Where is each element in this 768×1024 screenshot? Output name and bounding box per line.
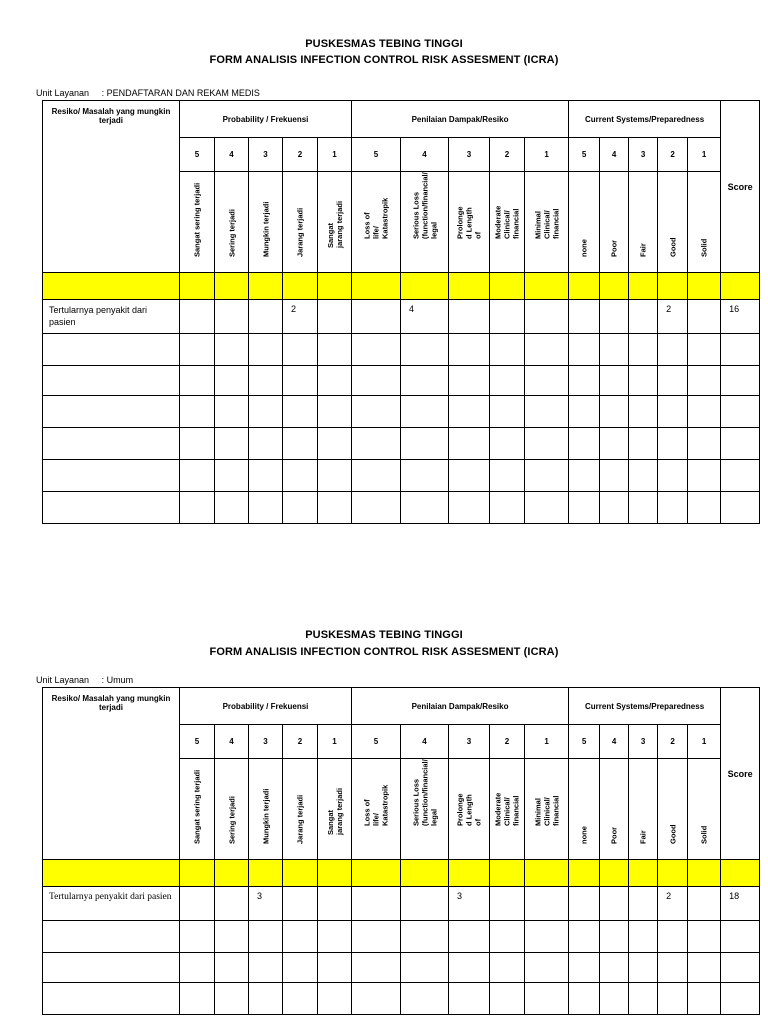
impact-num: 4 — [401, 725, 449, 759]
prep-num: 1 — [688, 138, 721, 172]
table-row — [43, 492, 760, 524]
prep-label: Fair — [638, 830, 648, 844]
impact-label-cell — [449, 172, 490, 273]
prep-label: Fair — [638, 243, 648, 257]
impact-num: 2 — [490, 725, 525, 759]
prep-num: 1 — [688, 725, 721, 759]
prob-label-cell — [318, 172, 352, 273]
unit-value: : PENDAFTARAN DAN REKAM MEDIS — [101, 88, 260, 98]
unit-value: : Umum — [101, 675, 134, 685]
table-row — [43, 887, 760, 921]
prob-num: 2 — [283, 725, 318, 759]
prob-label-cell — [215, 172, 249, 273]
prep-label: Poor — [609, 826, 619, 844]
impact-label-cell — [525, 759, 569, 860]
probability-header: Probability / Frekuensi — [180, 688, 352, 725]
prep-label-cell — [658, 759, 688, 860]
unit-label: Unit Layanan — [36, 675, 90, 685]
prob-value: 3 — [249, 887, 283, 921]
risk-cell: Tertularnya penyakit dari pasien — [43, 300, 180, 334]
prep-label-cell — [629, 172, 658, 273]
risk-column-header: Resiko/ Masalah yang mungkin terjadi — [43, 101, 180, 273]
prep-num: 5 — [569, 725, 600, 759]
prob-label: Mungkin terjadi — [261, 788, 270, 844]
impact-label-cell — [525, 172, 569, 273]
prep-label: Good — [668, 237, 678, 257]
probability-header: Probability / Frekuensi — [180, 101, 352, 138]
unit-label: Unit Layanan — [36, 88, 90, 98]
impact-label: Minimal Clinical/ financial — [533, 208, 561, 239]
impact-label-cell — [490, 172, 525, 273]
table-row — [43, 396, 760, 428]
impact-header: Penilaian Dampak/Resiko — [352, 688, 569, 725]
prep-num: 2 — [658, 138, 688, 172]
impact-value: 4 — [401, 300, 449, 334]
prob-num: 3 — [249, 725, 283, 759]
prep-label: Solid — [699, 825, 709, 844]
score-value: 18 — [721, 887, 760, 921]
impact-label: Prolonge d Length of — [455, 793, 483, 826]
prep-label-cell — [658, 172, 688, 273]
form-title: FORM ANALISIS INFECTION CONTROL RISK ASSESMENT (ICRA) — [209, 54, 559, 66]
impact-label-cell — [401, 172, 449, 273]
prob-label-cell — [249, 172, 283, 273]
prob-label: Sangat jarang terjadi — [325, 787, 344, 835]
prep-label: none — [579, 826, 589, 844]
risk-column-header: Resiko/ Masalah yang mungkin terjadi — [43, 688, 180, 860]
impact-label: Moderate Clinical/ financial — [493, 792, 521, 826]
impact-num: 1 — [525, 725, 569, 759]
impact-label: Serious Loss (function/financial/ legal — [411, 759, 439, 826]
prob-num: 2 — [283, 138, 318, 172]
prep-label: Poor — [609, 239, 619, 257]
prep-label: Solid — [699, 238, 709, 257]
impact-num: 2 — [490, 138, 525, 172]
prob-label: Mungkin terjadi — [261, 201, 270, 257]
prep-value: 2 — [658, 887, 688, 921]
score-header: Score — [721, 688, 760, 860]
prob-label: Sangat jarang terjadi — [325, 200, 344, 248]
impact-num: 5 — [352, 138, 401, 172]
prep-label: none — [579, 239, 589, 257]
table-row — [43, 366, 760, 396]
icra-table — [42, 100, 760, 524]
prob-value: 2 — [283, 300, 318, 334]
table-row — [43, 983, 760, 1015]
prob-label-cell — [283, 759, 318, 860]
table-row — [43, 921, 760, 953]
impact-label: Loss of life/ Katastropik — [362, 197, 390, 239]
prep-label-cell — [569, 172, 600, 273]
preparedness-header: Current Systems/Preparedness — [569, 101, 721, 138]
prob-num: 1 — [318, 725, 352, 759]
prob-num: 4 — [215, 725, 249, 759]
prep-label: Good — [668, 824, 678, 844]
impact-header: Penilaian Dampak/Resiko — [352, 101, 569, 138]
org-title: PUSKESMAS TEBING TINGGI — [305, 629, 463, 641]
prob-label-cell — [215, 759, 249, 860]
impact-label: Moderate Clinical/ financial — [493, 205, 521, 239]
impact-label: Loss of life/ Katastropik — [362, 784, 390, 826]
prob-label: Jarang terjadi — [295, 207, 305, 257]
risk-cell: Tertularnya penyakit dari pasien — [43, 887, 180, 921]
impact-num: 3 — [449, 725, 490, 759]
prob-label-cell — [249, 759, 283, 860]
prob-num: 4 — [215, 138, 249, 172]
prob-label-cell — [283, 172, 318, 273]
highlight-row — [43, 860, 760, 887]
prep-label-cell — [688, 172, 721, 273]
highlight-row — [43, 273, 760, 300]
table-row — [43, 460, 760, 492]
prob-num: 1 — [318, 138, 352, 172]
impact-num: 3 — [449, 138, 490, 172]
table-row — [43, 334, 760, 366]
prep-num: 3 — [629, 725, 658, 759]
form-title: FORM ANALISIS INFECTION CONTROL RISK ASSESMENT (ICRA) — [209, 646, 559, 658]
preparedness-header: Current Systems/Preparedness — [569, 688, 721, 725]
prob-label: Jarang terjadi — [295, 794, 305, 844]
prep-num: 4 — [600, 138, 629, 172]
prep-num: 5 — [569, 138, 600, 172]
prep-label-cell — [688, 759, 721, 860]
prob-label-cell — [180, 172, 215, 273]
impact-label-cell — [352, 172, 401, 273]
prob-label-cell — [180, 759, 215, 860]
prob-num: 5 — [180, 138, 215, 172]
prob-num: 3 — [249, 138, 283, 172]
impact-num: 1 — [525, 138, 569, 172]
prep-num: 2 — [658, 725, 688, 759]
impact-label: Minimal Clinical/ financial — [533, 795, 561, 826]
prep-num: 3 — [629, 138, 658, 172]
prob-label-cell — [318, 759, 352, 860]
impact-num: 4 — [401, 138, 449, 172]
impact-label: Prolonge d Length of — [455, 206, 483, 239]
prob-num: 5 — [180, 725, 215, 759]
impact-value: 3 — [449, 887, 490, 921]
prob-label: Sering terjadi — [227, 209, 236, 257]
impact-label-cell — [352, 759, 401, 860]
impact-label-cell — [401, 759, 449, 860]
impact-num: 5 — [352, 725, 401, 759]
prob-label: Sangat sering terjadi — [192, 182, 202, 257]
prep-label-cell — [600, 759, 629, 860]
org-title: PUSKESMAS TEBING TINGGI — [305, 38, 463, 50]
prob-label: Sering terjadi — [227, 796, 236, 844]
prep-value: 2 — [658, 300, 688, 334]
unit-layanan — [36, 88, 260, 98]
table-row — [43, 953, 760, 983]
score-header: Score — [721, 101, 760, 273]
unit-layanan — [36, 675, 133, 685]
prep-label-cell — [600, 172, 629, 273]
icra-table — [42, 687, 760, 1015]
score-value: 16 — [721, 300, 760, 334]
table-row — [43, 300, 760, 334]
prep-label-cell — [629, 759, 658, 860]
impact-label-cell — [449, 759, 490, 860]
prep-num: 4 — [600, 725, 629, 759]
prob-label: Sangat sering terjadi — [192, 769, 202, 844]
impact-label: Serious Loss (function/financial/ legal — [411, 172, 439, 239]
table-row — [43, 428, 760, 460]
prep-label-cell — [569, 759, 600, 860]
impact-label-cell — [490, 759, 525, 860]
